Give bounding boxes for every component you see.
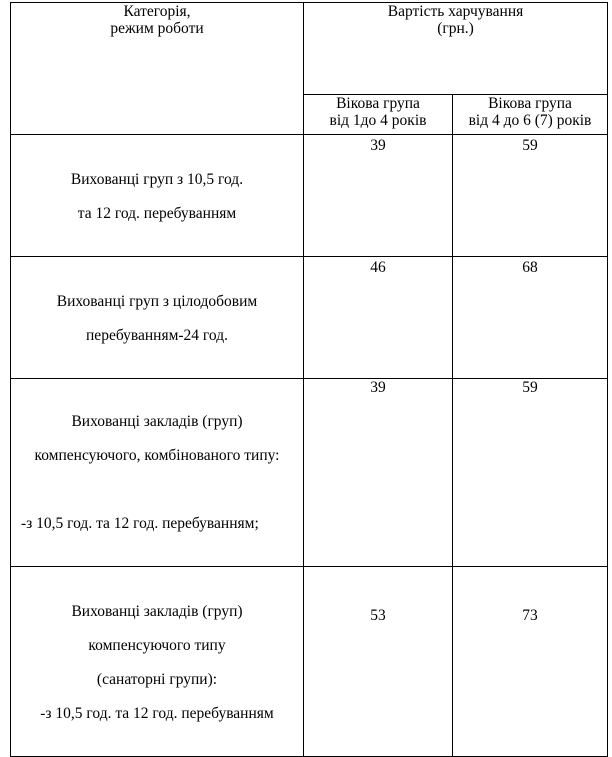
row-3-line-1: Вихованці закладів (груп) <box>71 413 243 430</box>
row-3-category-cell <box>11 379 304 567</box>
row-2-line-1: Вихованці груп з цілодобовим <box>56 293 258 310</box>
row-2-line-2: перебуванням-24 год. <box>86 327 228 344</box>
row-1-value-2-cell <box>453 135 608 257</box>
row-4-value-1: 53 <box>370 607 386 624</box>
row-4-value-2-cell <box>453 567 608 757</box>
row-1-line-2: та 12 год. перебуванням <box>77 205 237 222</box>
row-3-line-2: компенсуючого, комбінованого типу: <box>34 447 280 464</box>
age-group-1-line-1: Вікова група <box>336 95 420 112</box>
row-2-value-2-cell <box>453 257 608 379</box>
row-1-value-1-cell <box>304 135 453 257</box>
row-4-line-4: -з 10,5 год. та 12 год. перебуванням <box>40 705 274 722</box>
row-2-value-1-cell <box>304 257 453 379</box>
row-3-value-2: 59 <box>522 379 538 396</box>
cost-header-cell <box>304 3 608 95</box>
row-3-line-3: -з 10,5 год. та 12 год. перебуванням; <box>21 515 259 532</box>
row-2-value-1: 46 <box>370 259 386 276</box>
age-group-2-line-2: від 4 до 6 (7) років <box>468 112 592 129</box>
table-header-row <box>11 3 608 95</box>
cost-header-line-2: (грн.) <box>437 20 474 37</box>
row-3-value-2-cell <box>453 379 608 567</box>
row-3-value-1: 39 <box>370 379 386 396</box>
row-1-value-2: 59 <box>522 137 538 154</box>
row-1-line-1: Вихованці груп з 10,5 год. <box>70 171 244 188</box>
table-row <box>11 379 608 567</box>
age-group-2-line-1: Вікова група <box>488 95 572 112</box>
category-header-line-1: Категорія, <box>123 3 191 20</box>
table-row <box>11 567 608 757</box>
category-header-cell <box>11 3 304 135</box>
row-4-line-1: Вихованці закладів (груп) <box>71 603 243 620</box>
age-group-1-cell <box>304 95 453 135</box>
age-group-1-line-2: від 1до 4 років <box>329 112 427 129</box>
table-row <box>11 135 608 257</box>
row-1-value-1: 39 <box>370 137 386 154</box>
row-4-value-1-cell <box>304 567 453 757</box>
row-1-category-cell <box>11 135 304 257</box>
row-2-value-2: 68 <box>522 259 538 276</box>
age-group-2-cell <box>453 95 608 135</box>
table-row <box>11 257 608 379</box>
row-4-value-2: 73 <box>522 607 538 624</box>
row-4-line-2: компенсуючого типу <box>88 637 226 654</box>
row-4-category-cell <box>11 567 304 757</box>
row-4-line-3: (санаторні групи): <box>96 671 218 688</box>
cost-header-line-1: Вартість харчування <box>387 3 524 20</box>
meal-cost-table <box>10 2 608 757</box>
category-header-line-2: режим роботи <box>110 20 204 37</box>
row-2-category-cell <box>11 257 304 379</box>
row-3-value-1-cell <box>304 379 453 567</box>
